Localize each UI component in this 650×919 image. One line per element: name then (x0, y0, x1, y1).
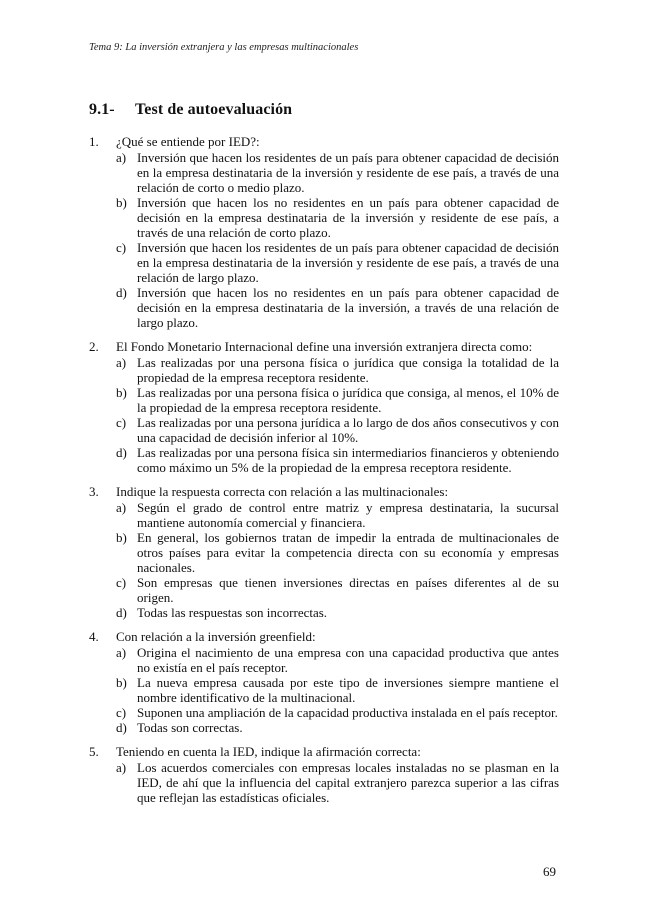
option-letter: d) (116, 285, 127, 300)
option-text: Las realizadas por una persona física o jurídica que consiga, al menos, el 10% de la propiedad de la empresa receptora residente. (137, 385, 559, 415)
answer-option (116, 645, 559, 675)
option-text: Origina el nacimiento de una empresa con una capacidad productiva que antes no existía en el país receptor. (137, 645, 559, 675)
answer-options (89, 150, 559, 330)
option-letter: c) (116, 705, 127, 720)
question-text: Con relación a la inversión greenfield: (116, 629, 316, 644)
option-text: Todas las respuestas son incorrectas. (137, 605, 328, 620)
answer-option (116, 500, 559, 530)
section-number: 9.1- (89, 101, 115, 118)
question-number: 5. (89, 744, 99, 759)
answer-option (116, 195, 559, 240)
question-item (89, 744, 559, 805)
option-letter: b) (116, 530, 127, 545)
question-stem (89, 629, 559, 644)
page-number: 69 (543, 864, 556, 879)
option-letter: b) (116, 675, 127, 690)
option-letter: a) (116, 645, 127, 660)
option-text: En general, los gobiernos tratan de impedir la entrada de multinacionales de otros países para evitar la competencia directa con su economía y empresas nacionales. (137, 530, 559, 575)
answer-option (116, 445, 559, 475)
option-letter: c) (116, 575, 127, 590)
option-text: La nueva empresa causada por este tipo de inversiones siempre mantiene el nombre identificativo de la multinacional. (137, 675, 559, 705)
question-item (89, 484, 559, 620)
question-list (89, 134, 559, 814)
answer-option (116, 240, 559, 285)
answer-option (116, 720, 559, 735)
answer-options (89, 355, 559, 475)
answer-option (116, 285, 559, 330)
option-letter: d) (116, 445, 127, 460)
option-letter: d) (116, 605, 127, 620)
option-letter: c) (116, 415, 127, 430)
option-letter: c) (116, 240, 127, 255)
option-letter: a) (116, 500, 127, 515)
answer-option (116, 605, 559, 620)
option-letter: d) (116, 720, 127, 735)
question-stem (89, 339, 559, 354)
answer-option (116, 530, 559, 575)
option-letter: a) (116, 760, 127, 775)
running-header: Tema 9: La inversión extranjera y las empresas multinacionales (89, 42, 359, 53)
option-letter: b) (116, 195, 127, 210)
option-text: Suponen una ampliación de la capacidad productiva instalada en el país receptor. (137, 705, 558, 720)
question-stem (89, 744, 559, 759)
answer-option (116, 150, 559, 195)
answer-option (116, 760, 559, 805)
question-number: 4. (89, 629, 99, 644)
section-title-text: Test de autoevaluación (135, 101, 293, 118)
option-text: Inversión que hacen los no residentes en un país para obtener capacidad de decisión en la empresa destinataria de la inversión y residente de ese país, a través de una relación de corto plazo. (137, 195, 559, 240)
question-item (89, 134, 559, 330)
question-text: El Fondo Monetario Internacional define una inversión extranjera directa como: (116, 339, 533, 354)
option-text: Son empresas que tienen inversiones directas en países diferentes al de su origen. (137, 575, 559, 605)
option-letter: a) (116, 150, 127, 165)
answer-option (116, 355, 559, 385)
question-text: ¿Qué se entiende por IED?: (116, 134, 260, 149)
option-text: Todas son correctas. (137, 720, 243, 735)
option-text: Los acuerdos comerciales con empresas locales instaladas no se plasman en la IED, de ahí que la influencia del capital extranjero parezca superior a las cifras que reflejan las estadísticas oficiales. (137, 760, 559, 805)
option-text: Las realizadas por una persona física o jurídica que consiga la totalidad de la propiedad de la empresa receptora residente. (137, 355, 559, 385)
answer-options (89, 500, 559, 620)
option-letter: a) (116, 355, 127, 370)
question-number: 3. (89, 484, 99, 499)
question-item (89, 339, 559, 475)
option-text: Inversión que hacen los no residentes en un país para obtener capacidad de decisión en la empresa destinataria de la inversión, a través de una relación de largo plazo. (137, 285, 559, 330)
option-text: Inversión que hacen los residentes de un país para obtener capacidad de decisión en la empresa destinataria de la inversión y residente de ese país, a través de una relación de corto o medio plazo. (137, 150, 559, 195)
question-number: 2. (89, 339, 99, 354)
question-text: Indique la respuesta correcta con relación a las multinacionales: (116, 484, 449, 499)
question-text: Teniendo en cuenta la IED, indique la afirmación correcta: (116, 744, 421, 759)
answer-options (89, 645, 559, 735)
answer-options (89, 760, 559, 805)
question-stem (89, 134, 559, 149)
question-number: 1. (89, 134, 99, 149)
answer-option (116, 385, 559, 415)
option-text: Inversión que hacen los residentes de un país para obtener capacidad de decisión en la empresa destinataria de la inversión y residente de ese país, a través de una relación de largo plazo. (137, 240, 559, 285)
question-item (89, 629, 559, 735)
section-title (89, 101, 292, 119)
answer-option (116, 415, 559, 445)
question-stem (89, 484, 559, 499)
option-letter: b) (116, 385, 127, 400)
answer-option (116, 575, 559, 605)
option-text: Según el grado de control entre matriz y empresa destinataria, la sucursal mantiene autonomía comercial y financiera. (137, 500, 559, 530)
option-text: Las realizadas por una persona jurídica a lo largo de dos años consecutivos y con una capacidad de decisión inferior al 10%. (137, 415, 559, 445)
answer-option (116, 675, 559, 705)
answer-option (116, 705, 559, 720)
option-text: Las realizadas por una persona física sin intermediarios financieros y obteniendo como máximo un 5% de la propiedad de la empresa receptora residente. (137, 445, 559, 475)
